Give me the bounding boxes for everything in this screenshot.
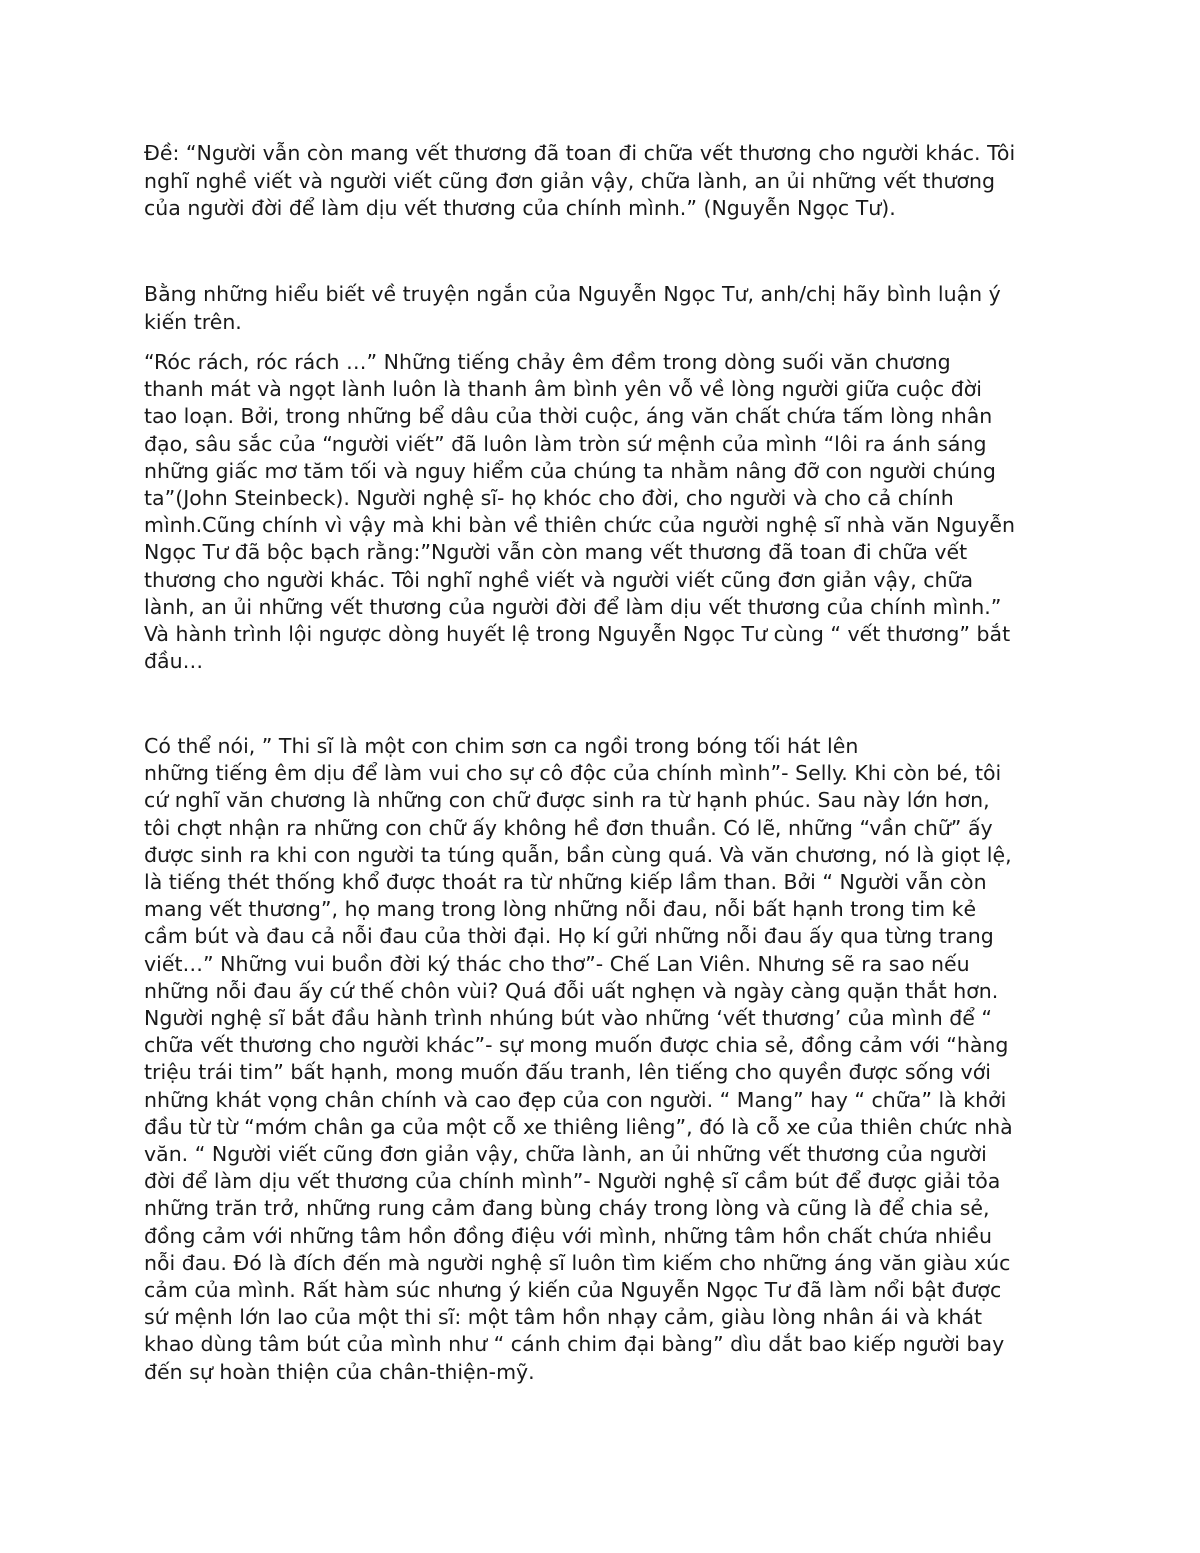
body-paragraph: Có thể nói, ” Thi sĩ là một con chim sơn ca ngồi trong bóng tối hát lên những tiếng êm dịu để làm vui cho sự cô độc của chính mình”- Selly. Khi còn bé, tôi cứ nghĩ văn chương là những con chữ được sinh ra từ hạnh phúc. Sau này lớn hơn, tôi chợt nhận ra những con chữ ấy không hề đơn thuần. Có lẽ, những “vần chữ” ấy được sinh ra khi con người ta túng quẫn, bần cùng quá. Và văn chương, nó là giọt lệ, là tiếng thét thống khổ được thoát ra từ những kiếp lầm than. Bởi “ Người vẫn còn mang vết thương”, họ mang trong lòng những nỗi đau, nỗi bất hạnh trong tim kẻ cầm bút và đau cả nỗi đau của thời đại. Họ kí gửi những nỗi đau ấy qua từng trang viết…” Những vui buồn đời ký thác cho thơ”- Chế Lan Viên. Nhưng sẽ ra sao nếu những nỗi đau ấy cứ thế chôn vùi? Quá đỗi uất nghẹn và ngày càng quặn thắt hơn. Người nghệ sĩ bắt đầu hành trình nhúng bút vào những ‘vết thương’ của mình để “ chữa vết thương cho người khác”- sự mong muốn được chia sẻ, đồng cảm với “hàng triệu trái tim” bất hạnh, mong muốn đấu tranh, lên tiếng cho quyền được sống với những khát vọng chân chính và cao đẹp của con người. “ Mang” hay “ chữa” là khởi đầu từ từ “mớm chân ga của một cỗ xe thiêng liêng”, đó là cỗ xe của thiên chức nhà văn. “ Người viết cũng đơn giản vậy, chữa lành, an ủi những vết thương của người đời để làm dịu vết thương của chính mình”- Người nghệ sĩ cầm bút để được giải tỏa những trăn trở, những rung cảm đang bùng cháy trong lòng và cũng là để chia sẻ, đồng cảm với những tâm hồn đồng điệu với mình, những tâm hồn chất chứa nhiều nỗi đau. Đó là đích đến mà người nghệ sĩ luôn tìm kiếm cho những áng văn giàu xúc cảm của mình. Rất hàm súc nhưng ý kiến của Nguyễn Ngọc Tư đã làm nổi bật được sứ mệnh lớn lao của một thi sĩ: một tâm hồn nhạy cảm, giàu lòng nhân ái và khát khao dùng tâm bút của mình như “ cánh chim đại bàng” dìu dắt bao kiếp người bay đến sự hoàn thiện của chân-thiện-mỹ. (144, 734, 1013, 1384)
intro-paragraph: “Róc rách, róc rách …” Những tiếng chảy êm đềm trong dòng suối văn chương thanh mát và ngọt lành luôn là thanh âm bình yên vỗ về lòng người giữa cuộc đời tao loạn. Bởi, trong những bể dâu của thời cuộc, áng văn chất chứa tấm lòng nhân đạo, sâu sắc của “người viết” đã luôn làm tròn sứ mệnh của mình “lôi ra ánh sáng những giấc mơ tăm tối và nguy hiểm của chúng ta nhằm nâng đỡ con người chúng ta”(John Steinbeck). Người nghệ sĩ- họ khóc cho đời, cho người và cho cả chính mình.Cũng chính vì vậy mà khi bàn về thiên chức của người nghệ sĩ nhà văn Nguyễn Ngọc Tư đã bộc bạch rằng:”Người vẫn còn mang vết thương đã toan đi chữa vết thương cho người khác. Tôi nghĩ nghề viết và người viết cũng đơn giản vậy, chữa lành, an ủi những vết thương của người đời để làm dịu vết thương của chính mình.” Và hành trình lội ngược dòng huyết lệ trong Nguyễn Ngọc Tư cùng “ vết thương” bắt đầu… (144, 350, 1015, 674)
essay-prompt: Đề: “Người vẫn còn mang vết thương đã toan đi chữa vết thương cho người khác. Tôi nghĩ nghề viết và người viết cũng đơn giản vậy, chữa lành, an ủi những vết thương của người đời để làm dịu vết thương của chính mình.” (Nguyễn Ngọc Tư). (144, 141, 1016, 220)
essay-instruction: Bằng những hiểu biết về truyện ngắn của Nguyễn Ngọc Tư, anh/chị hãy bình luận ý kiến trên. (144, 282, 1001, 334)
